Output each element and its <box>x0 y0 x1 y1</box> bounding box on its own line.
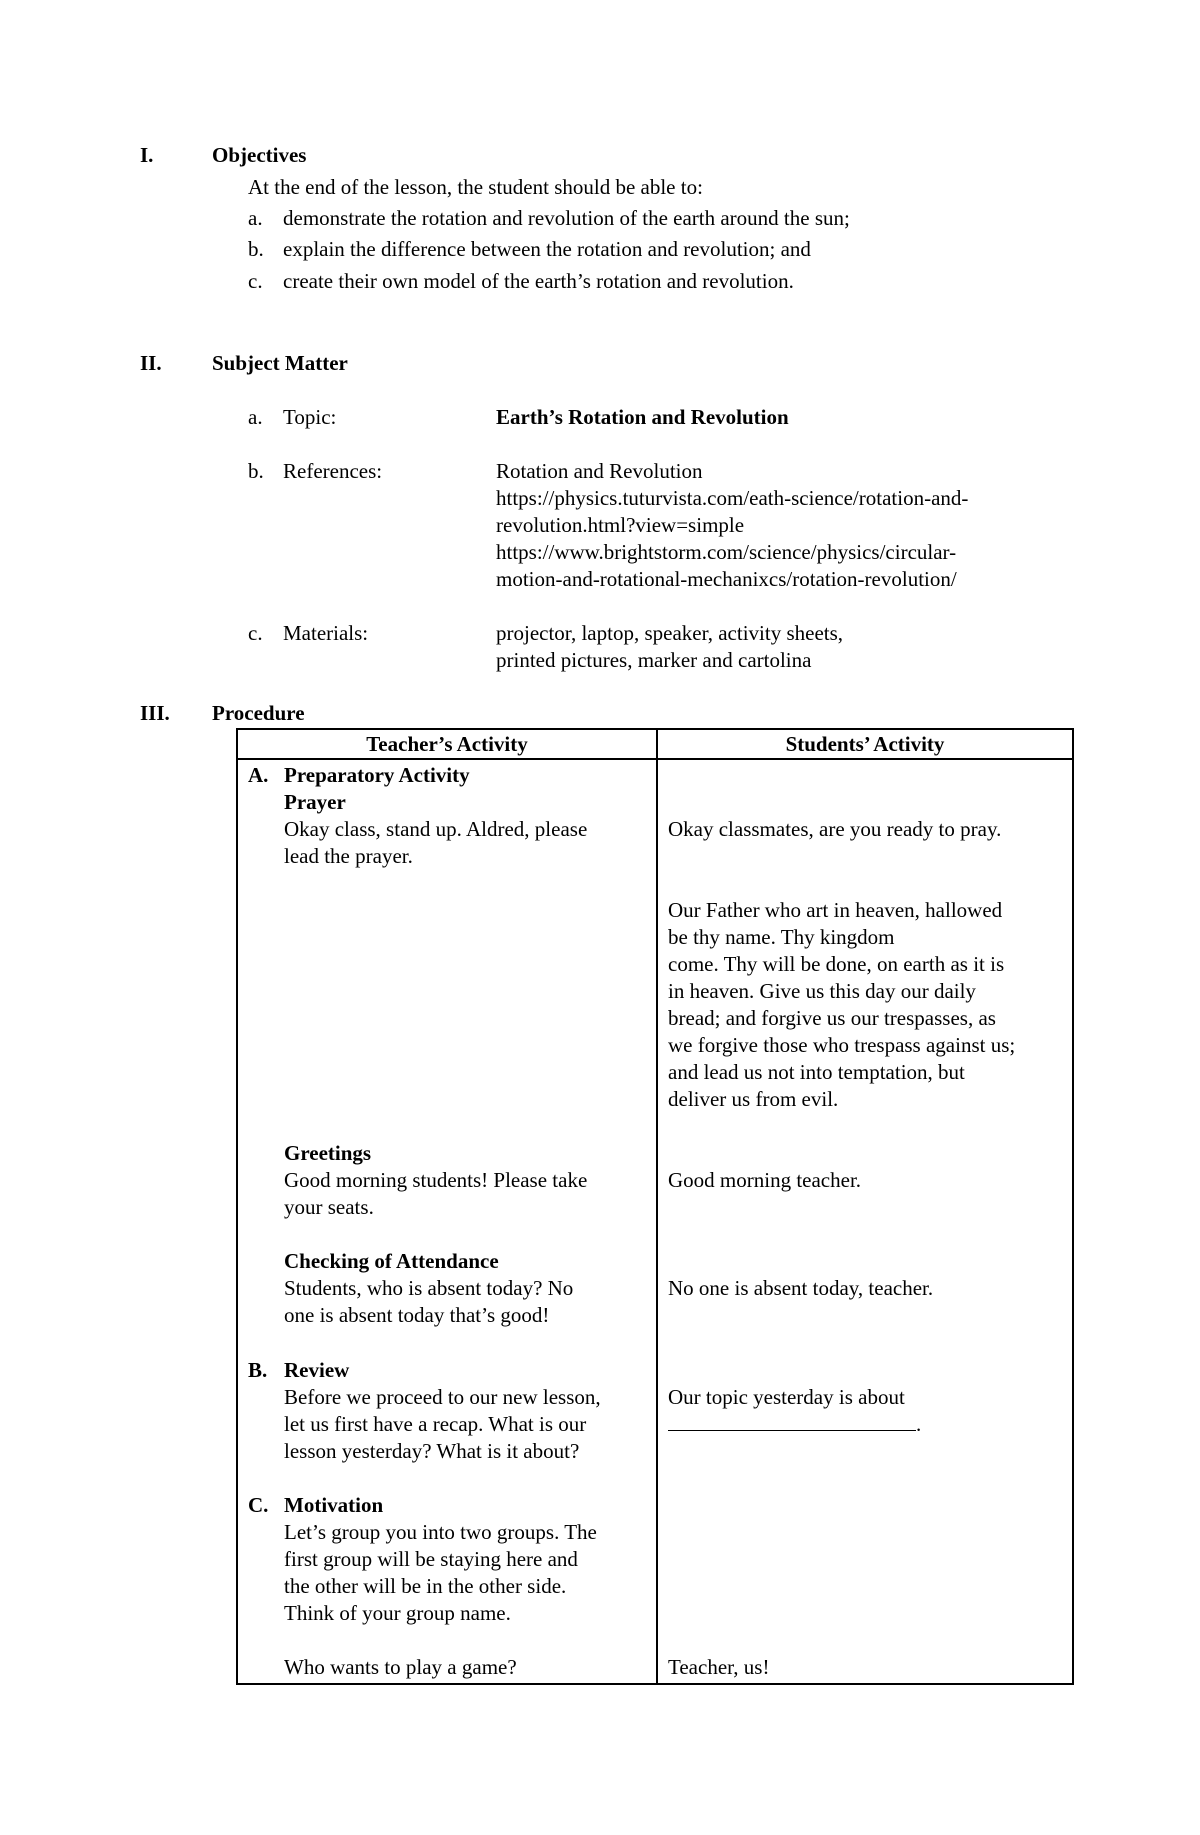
topic-letter: a. <box>248 405 263 429</box>
teacher-line: lead the prayer. <box>284 844 413 868</box>
review-title: Review <box>284 1358 350 1382</box>
teacher-line: Before we proceed to our new lesson, <box>284 1385 601 1409</box>
section-title-subject-matter: Subject Matter <box>212 351 348 375</box>
review-student <box>668 1384 1068 1438</box>
materials-line: projector, laptop, speaker, activity sheets, <box>496 621 844 645</box>
section-number-procedure: III. <box>140 701 170 725</box>
reference-line: revolution.html?view=simple <box>496 513 745 537</box>
topic-label: Topic: <box>283 405 337 429</box>
teacher-line: lesson yesterday? What is it about? <box>284 1439 580 1463</box>
blank-line <box>668 1412 916 1431</box>
prayer-line: Our Father who art in heaven, hallowed <box>668 898 1003 922</box>
section-title-procedure: Procedure <box>212 701 305 725</box>
review-teacher <box>284 1384 649 1465</box>
teacher-line: the other will be in the other side. <box>284 1574 567 1598</box>
materials-letter: c. <box>248 621 263 645</box>
prayer-line: bread; and forgive us our trespasses, as <box>668 1006 996 1030</box>
references-label: References: <box>283 459 383 483</box>
prayer-student: Okay classmates, are you ready to pray. <box>668 817 1002 841</box>
greetings-student: Good morning teacher. <box>668 1168 862 1192</box>
motivation-title: Motivation <box>284 1493 384 1517</box>
reference-line: https://physics.tuturvista.com/eath-science/rotation-and- <box>496 486 969 510</box>
header-teacher-activity: Teacher’s Activity <box>366 732 528 756</box>
attendance-title: Checking of Attendance <box>284 1249 499 1273</box>
motivation-question: Who wants to play a game? <box>284 1655 517 1679</box>
reference-line: https://www.brightstorm.com/science/physics/circular- <box>496 540 957 564</box>
prayer-line: in heaven. Give us this day our daily <box>668 979 976 1003</box>
objectives-intro: At the end of the lesson, the student should be able to: <box>248 175 703 199</box>
teacher-line: Think of your group name. <box>284 1601 511 1625</box>
prayer-line: and lead us not into temptation, but <box>668 1060 965 1084</box>
reference-line: Rotation and Revolution <box>496 459 703 483</box>
table-header-divider <box>238 758 1072 760</box>
prayer-line: come. Thy will be done, on earth as it is <box>668 952 1005 976</box>
section-number-subject-matter: II. <box>140 351 162 375</box>
attendance-teacher <box>284 1275 649 1329</box>
teacher-line: let us first have a recap. What is our <box>284 1412 587 1436</box>
motivation-letter: C. <box>248 1493 269 1517</box>
teacher-line: Okay class, stand up. Aldred, please <box>284 817 588 841</box>
procedure-table <box>236 728 1074 1685</box>
prayer-line: we forgive those who trespass against us; <box>668 1033 1016 1057</box>
table-column-divider <box>656 730 658 1683</box>
motivation-teacher <box>284 1519 649 1627</box>
greetings-title: Greetings <box>284 1141 372 1165</box>
objective-item: demonstrate the rotation and revolution of the earth around the sun; <box>283 206 850 230</box>
prayer-line: be thy name. Thy kingdom <box>668 925 895 949</box>
objective-item: create their own model of the earth’s rotation and revolution. <box>283 269 794 293</box>
section-number-objectives: I. <box>140 143 154 167</box>
reference-line: motion-and-rotational-mechanixcs/rotation-revolution/ <box>496 567 957 591</box>
objective-letter: b. <box>248 237 264 261</box>
objective-letter: c. <box>248 269 263 293</box>
teacher-line: one is absent today that’s good! <box>284 1303 550 1327</box>
motivation-student: Teacher, us! <box>668 1655 770 1679</box>
teacher-line: your seats. <box>284 1195 374 1219</box>
prayer-text <box>668 897 1068 1113</box>
references-list <box>496 458 968 593</box>
prayer-title: Prayer <box>284 790 346 814</box>
student-line: Our topic yesterday is about <box>668 1385 905 1409</box>
teacher-line: Students, who is absent today? No <box>284 1276 574 1300</box>
materials-line: printed pictures, marker and cartolina <box>496 648 812 672</box>
greetings-teacher <box>284 1167 649 1221</box>
references-letter: b. <box>248 459 264 483</box>
prayer-line: deliver us from evil. <box>668 1087 839 1111</box>
materials-label: Materials: <box>283 621 369 645</box>
objective-letter: a. <box>248 206 263 230</box>
teacher-line: Let’s group you into two groups. The <box>284 1520 597 1544</box>
objective-item: explain the difference between the rotation and revolution; and <box>283 237 811 261</box>
answer-blank <box>668 1411 1068 1438</box>
preparatory-title: Preparatory Activity <box>284 763 470 787</box>
materials-list <box>496 620 843 674</box>
header-students-activity: Students’ Activity <box>785 732 945 756</box>
attendance-student: No one is absent today, teacher. <box>668 1276 934 1300</box>
prayer-teacher <box>284 816 649 870</box>
blank-period: . <box>916 1412 922 1436</box>
review-letter: B. <box>248 1358 268 1382</box>
section-title-objectives: Objectives <box>212 143 307 167</box>
teacher-line: Good morning students! Please take <box>284 1168 588 1192</box>
teacher-line: first group will be staying here and <box>284 1547 578 1571</box>
topic-value: Earth’s Rotation and Revolution <box>496 405 789 429</box>
preparatory-letter: A. <box>248 763 269 787</box>
